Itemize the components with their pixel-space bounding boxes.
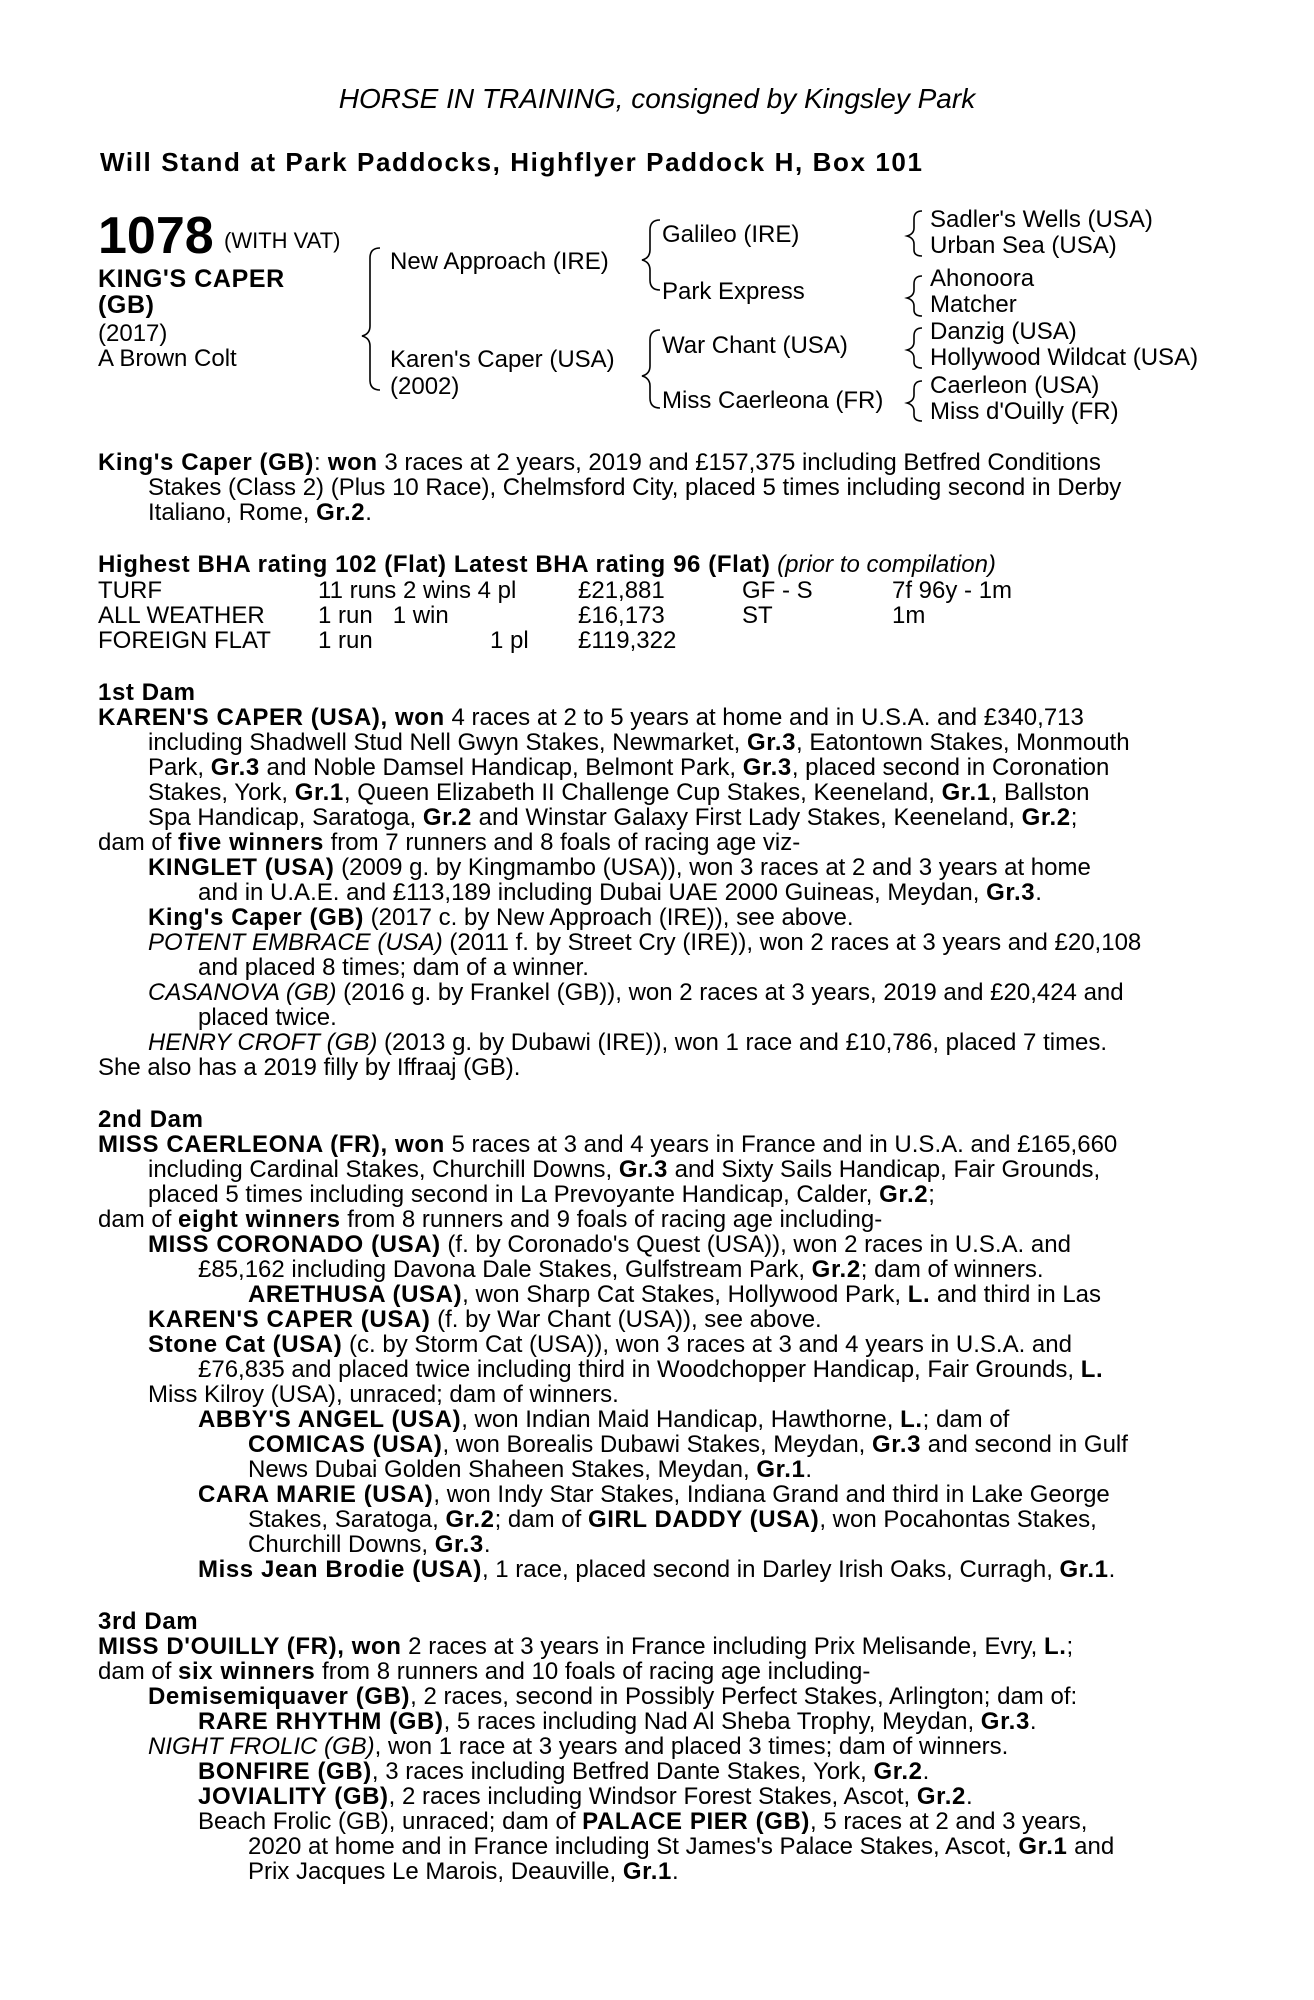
dam3-line	[148, 1734, 1008, 1759]
dam1-line: and placed 8 times; dam of a winner.	[198, 954, 589, 981]
dam1-line: She also has a 2019 filly by Iffraaj (GB).	[98, 1054, 521, 1081]
dam2-text: £76,835 and placed twice including third in Woodchopper Handicap, Fair Grounds,	[198, 1356, 1081, 1383]
record-runs: 11 runs 2 wins 4 pl	[318, 577, 517, 604]
dam1-line	[148, 980, 1124, 1005]
dam2-text: Stakes, Saratoga,	[248, 1506, 446, 1533]
rating-line	[98, 552, 996, 577]
dam3-text: Beach Frolic (GB), unraced; dam of	[198, 1808, 583, 1835]
winners-count: six winners	[178, 1658, 316, 1685]
progeny-name: NIGHT FROLIC (GB)	[148, 1733, 375, 1760]
record-going: ST	[742, 602, 773, 629]
dam3-line	[148, 1684, 1077, 1709]
record-type: TURF	[98, 577, 162, 604]
dam3-text: Prix Jacques Le Marois, Deauville,	[248, 1858, 623, 1885]
summary-line	[98, 450, 1101, 475]
section-heading-3rd-dam: 3rd Dam	[98, 1608, 199, 1635]
horse-name: KING'S CAPER	[98, 265, 285, 293]
grade-label: Gr.3	[434, 1531, 484, 1558]
dam2-text: .	[805, 1456, 813, 1483]
dam1-text: including Shadwell Stud Nell Gwyn Stakes, Newmarket,	[148, 729, 747, 756]
dam2-text: and second in Gulf	[921, 1431, 1128, 1458]
dam3-text: .	[922, 1758, 930, 1785]
winners-count: eight winners	[178, 1206, 341, 1233]
dam2-line	[198, 1557, 1115, 1582]
dam1-line	[148, 805, 1077, 830]
dam1-line	[98, 705, 1084, 730]
progeny-name: COMICAS (USA)	[248, 1431, 443, 1458]
record-type: FOREIGN FLAT	[98, 627, 271, 654]
dam2-line	[198, 1357, 1103, 1382]
dam2-line	[198, 1407, 1009, 1432]
dam2-text: , won Sharp Cat Stakes, Hollywood Park,	[462, 1281, 908, 1308]
dam2-text: (f. by Coronado's Quest (USA)), won 2 races in U.S.A. and	[440, 1231, 1071, 1258]
dam2-line	[98, 1132, 1117, 1157]
summary-won: won	[320, 449, 378, 476]
pedigree-ggp: Miss d'Ouilly (FR)	[930, 398, 1119, 425]
dam3-text: 2020 at home and in France including St James's Palace Stakes, Ascot,	[248, 1833, 1019, 1860]
grade-label: Gr.3	[986, 879, 1036, 906]
progeny-name: KINGLET (USA)	[148, 854, 335, 881]
pedigree-ggp: Urban Sea (USA)	[930, 232, 1117, 259]
grade-label: Gr.2	[1021, 804, 1071, 831]
record-runs: 1 run 1 win	[318, 602, 449, 629]
progeny-name: GIRL DADDY (USA)	[587, 1506, 820, 1533]
record-distance: 1m	[892, 602, 926, 629]
won-label: , won	[380, 1131, 445, 1158]
dam1-text: 4 races at 2 to 5 years at home and in U.S.A. and £340,713	[444, 704, 1084, 731]
progeny-name: POTENT EMBRACE (USA)	[148, 929, 443, 956]
pedigree-ggp: Sadler's Wells (USA)	[930, 206, 1153, 233]
grade-label: Gr.3	[980, 1708, 1030, 1735]
grade-label: Gr.1	[1018, 1833, 1068, 1860]
dam1-line	[148, 730, 1130, 755]
dam3-line	[248, 1834, 1114, 1859]
dam2-line	[148, 1307, 822, 1332]
horse-year: (2017)	[98, 320, 168, 347]
dam2-text: , 1 race, placed second in Darley Irish Oaks, Curragh,	[481, 1556, 1060, 1583]
dam3-line	[198, 1809, 1087, 1834]
dam1-line	[148, 755, 1109, 780]
dam1-line	[148, 780, 1089, 805]
dam2-line	[148, 1332, 1072, 1357]
record-type: ALL WEATHER	[98, 602, 265, 629]
grade-label: Gr.1	[294, 779, 344, 806]
dam2-text: including Cardinal Stakes, Churchill Downs,	[148, 1156, 619, 1183]
dam2-text: and third in Las	[930, 1281, 1102, 1308]
rating-values: Highest BHA rating 102 (Flat) Latest BHA rating 96 (Flat)	[98, 551, 771, 578]
horse-origin: (GB)	[98, 291, 155, 319]
dam2-text: Churchill Downs,	[248, 1531, 435, 1558]
dam2-text: from 8 runners and 9 foals of racing age including-	[340, 1206, 883, 1233]
grade-label: Gr.2	[422, 804, 472, 831]
dam2-line	[98, 1207, 882, 1232]
dam2-text: , won Borealis Dubawi Stakes, Meydan,	[442, 1431, 873, 1458]
dam3-line	[198, 1759, 929, 1784]
dam1-text: and Noble Damsel Handicap, Belmont Park,	[259, 754, 743, 781]
section-heading-1st-dam: 1st Dam	[98, 679, 196, 706]
grade-label: Gr.2	[445, 1506, 495, 1533]
progeny-name: RARE RHYTHM (GB)	[198, 1708, 444, 1735]
dam3-line	[98, 1634, 1073, 1659]
pedigree-sire-dam: Park Express	[662, 278, 805, 305]
dam3-text: , 2 races, second in Possibly Perfect Stakes, Arlington; dam of:	[410, 1683, 1078, 1710]
dam1-text: .	[1035, 879, 1042, 906]
grade-label: Gr.3	[210, 754, 260, 781]
lot-vat: (WITH VAT)	[224, 228, 341, 253]
dam2-text: ; dam of	[922, 1406, 1010, 1433]
pedigree-sire-sire: Galileo (IRE)	[662, 221, 800, 248]
dam2-text: placed 5 times including second in La Prevoyante Handicap, Calder,	[148, 1181, 880, 1208]
dam1-text: Stakes, York,	[148, 779, 295, 806]
dam1-text: , Queen Elizabeth II Challenge Cup Stakes, Keeneland,	[343, 779, 942, 806]
pedigree-dam-dam: Miss Caerleona (FR)	[662, 387, 884, 414]
summary-text: 3 races at 2 years, 2019 and £157,375 including Betfred Conditions	[377, 449, 1101, 476]
progeny-name: PALACE PIER (GB)	[582, 1808, 810, 1835]
record-placed: 1 pl	[490, 627, 529, 654]
dam2-text: News Dubai Golden Shaheen Stakes, Meydan,	[248, 1456, 757, 1483]
dam1-text: , Ballston	[990, 779, 1090, 806]
winners-count: five winners	[178, 829, 324, 856]
pedigree-ggp: Danzig (USA)	[930, 318, 1077, 345]
pedigree-dam: Karen's Caper (USA)	[390, 346, 615, 373]
listed-label: L.	[1044, 1633, 1067, 1660]
dam3-line	[98, 1659, 870, 1684]
dam1-line	[98, 830, 800, 855]
dam2-text: 5 races at 3 and 4 years in France and in U.S.A. and £165,660	[444, 1131, 1118, 1158]
dam1-text: , placed second in Coronation	[791, 754, 1110, 781]
dam2-text: , won Indian Maid Handicap, Hawthorne,	[461, 1406, 901, 1433]
dam2-line	[148, 1157, 1100, 1182]
pedigree-dam-year: (2002)	[390, 373, 460, 400]
dam2-line	[148, 1182, 935, 1207]
record-money: £21,881	[578, 577, 665, 604]
dam2-line	[248, 1432, 1128, 1457]
grade-label: Gr.2	[811, 1256, 861, 1283]
progeny-name: CARA MARIE (USA)	[198, 1481, 434, 1508]
won-label: , won	[337, 1633, 402, 1660]
dam-name: MISS CAERLEONA (FR)	[98, 1131, 381, 1158]
dam1-line	[148, 930, 1141, 955]
pedigree-ggp: Matcher	[930, 291, 1017, 318]
dam3-text: , won 1 race at 3 years and placed 3 times; dam of winners.	[374, 1733, 1009, 1760]
grade-label: Gr.1	[622, 1858, 672, 1885]
won-label: , won	[380, 704, 445, 731]
dam1-line	[148, 905, 854, 930]
dam-name: KAREN'S CAPER (USA)	[98, 704, 381, 731]
dam1-line	[148, 1030, 1107, 1055]
dam2-line	[248, 1507, 1097, 1532]
page-header-title: HORSE IN TRAINING, consigned by Kingsley Park	[338, 83, 976, 114]
progeny-name: ARETHUSA (USA)	[248, 1281, 463, 1308]
progeny-name: JOVIALITY (GB)	[198, 1783, 389, 1810]
grade-label: Gr.2	[916, 1783, 966, 1810]
summary-line	[148, 500, 372, 525]
dam1-text: ;	[1070, 804, 1078, 831]
dam3-text: ;	[1066, 1633, 1074, 1660]
section-heading-2nd-dam: 2nd Dam	[98, 1106, 204, 1133]
record-going: GF - S	[742, 577, 813, 604]
dam3-text: and	[1067, 1833, 1115, 1860]
progeny-name: Stone Cat (USA)	[148, 1331, 343, 1358]
grade-label: Gr.1	[941, 779, 991, 806]
progeny-name: BONFIRE (GB)	[198, 1758, 372, 1785]
dam2-line	[198, 1482, 1110, 1507]
dam1-text: from 7 runners and 8 foals of racing age viz-	[323, 829, 801, 856]
pedigree-ggp: Hollywood Wildcat (USA)	[930, 344, 1199, 371]
progeny-name: King's Caper (GB)	[148, 904, 364, 931]
dam2-text: , won Pocahontas Stakes,	[819, 1506, 1097, 1533]
dam3-text: , 3 races including Betfred Dante Stakes, York,	[371, 1758, 874, 1785]
dam3-line	[248, 1859, 679, 1884]
dam1-text: (2013 g. by Dubawi (IRE)), won 1 race and £10,786, placed 7 times.	[377, 1029, 1108, 1056]
dam3-text: .	[965, 1783, 973, 1810]
summary-horse-name: King's Caper (GB)	[98, 449, 314, 476]
dam2-text: (c. by Storm Cat (USA)), won 3 races at 3 and 4 years in U.S.A. and	[342, 1331, 1072, 1358]
dam-name: MISS D'OUILLY (FR)	[98, 1633, 338, 1660]
grade-label: Gr.2	[873, 1758, 923, 1785]
dam2-text: , won Indy Star Stakes, Indiana Grand and third in Lake George	[433, 1481, 1110, 1508]
dam1-text: Spa Handicap, Saratoga,	[148, 804, 423, 831]
dam1-text: , Eatontown Stakes, Monmouth	[796, 729, 1130, 756]
dam2-text: (f. by War Chant (USA)), see above.	[430, 1306, 822, 1333]
dam1-line: placed twice.	[198, 1004, 337, 1031]
listed-label: L.	[1080, 1356, 1104, 1383]
dam2-text: ;	[928, 1181, 935, 1208]
dam2-line	[148, 1232, 1071, 1257]
dam3-text: 2 races at 3 years in France including Prix Melisande, Evry,	[401, 1633, 1045, 1660]
dam2-text: .	[483, 1531, 491, 1558]
pedigree-sire: New Approach (IRE)	[390, 248, 609, 275]
dam1-text: (2011 f. by Street Cry (IRE)), won 2 races at 3 years and £20,108	[442, 929, 1142, 956]
dam2-line	[248, 1532, 491, 1557]
grade-label: Gr.2	[879, 1181, 929, 1208]
dam1-text: (2016 g. by Frankel (GB)), won 2 races at 3 years, 2019 and £20,424 and	[336, 979, 1124, 1006]
record-runs: 1 run	[318, 627, 373, 654]
summary-line: Stakes (Class 2) (Plus 10 Race), Chelmsford City, placed 5 times including second in Derby	[148, 474, 1122, 501]
dam2-line: Miss Kilroy (USA), unraced; dam of winners.	[148, 1381, 619, 1408]
dam1-text: and in U.A.E. and £113,189 including Dubai UAE 2000 Guineas, Meydan,	[198, 879, 987, 906]
progeny-name: Miss Jean Brodie (USA)	[198, 1556, 482, 1583]
grade-label: Gr.1	[1059, 1556, 1109, 1583]
dam3-text: .	[1029, 1708, 1037, 1735]
pedigree-ggp: Ahonoora	[930, 265, 1035, 292]
listed-label: L.	[907, 1281, 931, 1308]
lot-number: 1078	[98, 207, 214, 265]
listed-label: L.	[900, 1406, 923, 1433]
dam2-text: dam of	[98, 1206, 179, 1233]
dam2-text: ; dam of winners.	[860, 1256, 1044, 1283]
horse-description: A Brown Colt	[98, 345, 237, 372]
dam2-text: and Sixty Sails Handicap, Fair Grounds,	[668, 1156, 1101, 1183]
dam3-text: , 2 races including Windsor Forest Stakes, Ascot,	[388, 1783, 917, 1810]
pedigree-dam-sire: War Chant (USA)	[662, 332, 848, 359]
dam1-line	[148, 855, 1091, 880]
progeny-name: CASANOVA (GB)	[148, 979, 337, 1006]
dam2-text: ; dam of	[494, 1506, 588, 1533]
dam2-text: £85,162 including Davona Dale Stakes, Gulfstream Park,	[198, 1256, 812, 1283]
dam3-text: .	[671, 1858, 679, 1885]
grade-label: Gr.3	[746, 729, 797, 756]
grade-label: Gr.1	[756, 1456, 806, 1483]
rating-note: (prior to compilation)	[770, 551, 996, 578]
dam1-text: (2009 g. by Kingmambo (USA)), won 3 races at 2 and 3 years at home	[334, 854, 1091, 881]
grade-label: Gr.3	[872, 1431, 922, 1458]
progeny-name: ABBY'S ANGEL (USA)	[198, 1406, 462, 1433]
page-header-location: Will Stand at Park Paddocks, Highflyer Paddock H, Box 101	[100, 147, 924, 177]
dam2-line	[198, 1257, 1044, 1282]
dam3-line	[198, 1709, 1037, 1734]
summary-text: .	[365, 499, 372, 526]
record-money: £119,322	[578, 627, 677, 654]
dam3-line	[198, 1784, 973, 1809]
record-distance: 7f 96y - 1m	[892, 577, 1013, 604]
progeny-name: MISS CORONADO (USA)	[148, 1231, 441, 1258]
grade-label: Gr.3	[618, 1156, 668, 1183]
dam2-text: .	[1108, 1556, 1116, 1583]
dam3-text: , 5 races including Nad Al Sheba Trophy, Meydan,	[443, 1708, 981, 1735]
grade-label: Gr.2	[316, 499, 366, 526]
dam1-text: Park,	[148, 754, 211, 781]
dam1-line	[198, 880, 1042, 905]
dam2-line	[248, 1457, 812, 1482]
record-money: £16,173	[578, 602, 665, 629]
dam1-text: and Winstar Galaxy First Lady Stakes, Keeneland,	[471, 804, 1022, 831]
grade-label: Gr.3	[742, 754, 792, 781]
pedigree-ggp: Caerleon (USA)	[930, 372, 1100, 399]
progeny-name: HENRY CROFT (GB)	[148, 1029, 378, 1056]
dam3-text: dam of	[98, 1658, 179, 1685]
dam3-text: , 5 races at 2 and 3 years,	[809, 1808, 1088, 1835]
dam1-text: dam of	[98, 829, 179, 856]
dam2-line	[248, 1282, 1101, 1307]
progeny-name: KAREN'S CAPER (USA)	[148, 1306, 431, 1333]
dam1-text: (2017 c. by New Approach (IRE)), see above.	[363, 904, 854, 931]
dam3-text: from 8 runners and 10 foals of racing age including-	[315, 1658, 871, 1685]
summary-colon: :	[313, 449, 321, 476]
summary-text: Italiano, Rome,	[148, 499, 317, 526]
progeny-name: Demisemiquaver (GB)	[148, 1683, 411, 1710]
